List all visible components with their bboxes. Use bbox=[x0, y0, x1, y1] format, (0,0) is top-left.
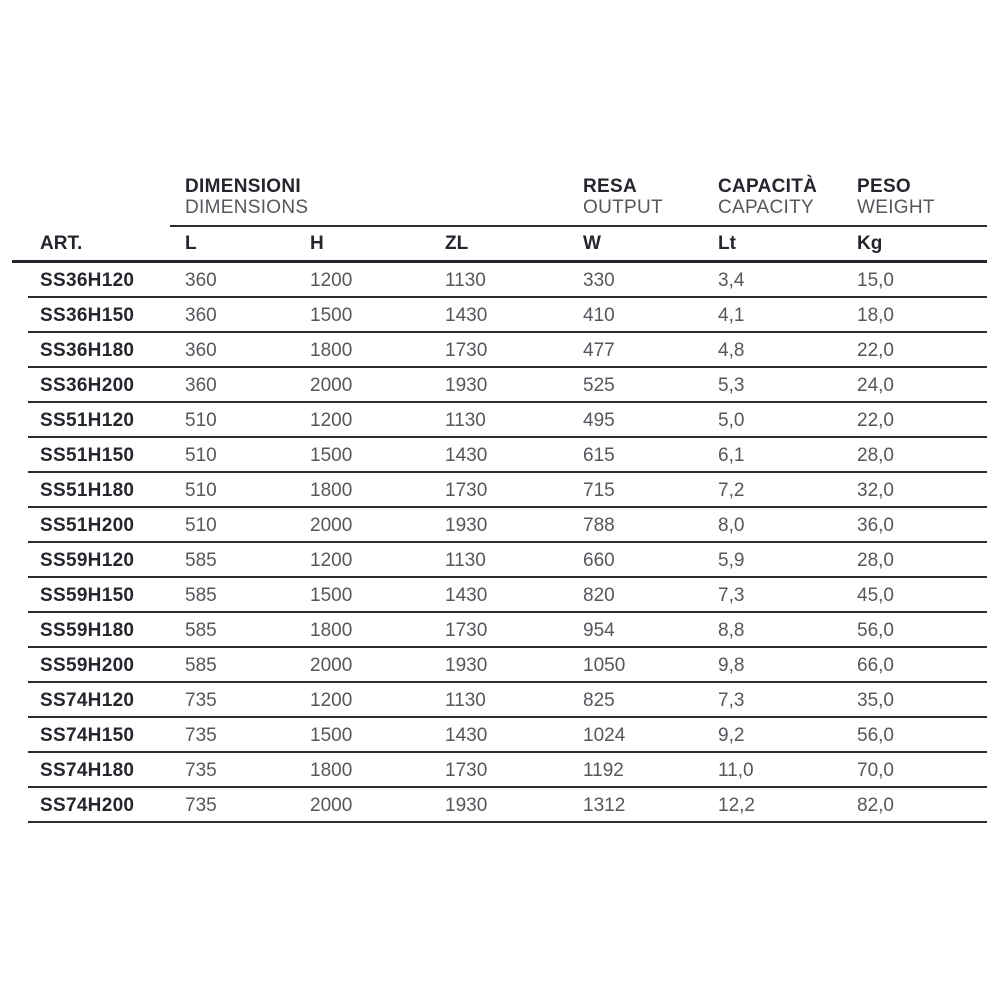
article-code: SS74H120 bbox=[40, 689, 135, 711]
value-zl: 1430 bbox=[445, 584, 488, 606]
value-w: 615 bbox=[583, 444, 615, 466]
value-lt: 12,2 bbox=[718, 794, 755, 816]
value-zl: 1730 bbox=[445, 759, 488, 781]
table-row bbox=[12, 613, 987, 648]
article-code: SS59H180 bbox=[40, 619, 135, 641]
table-row bbox=[12, 263, 987, 298]
group-label-weight: WEIGHT bbox=[857, 197, 935, 218]
value-zl: 1130 bbox=[445, 409, 486, 431]
column-header-w: W bbox=[583, 232, 601, 254]
value-l: 585 bbox=[185, 549, 217, 571]
value-h: 2000 bbox=[310, 654, 353, 676]
article-code: SS59H200 bbox=[40, 654, 135, 676]
table-row bbox=[12, 298, 987, 333]
article-code: SS74H200 bbox=[40, 794, 135, 816]
value-l: 510 bbox=[185, 479, 217, 501]
group-header-capacity bbox=[718, 176, 857, 227]
table-row bbox=[12, 403, 987, 438]
table-row bbox=[12, 788, 987, 823]
value-l: 360 bbox=[185, 339, 217, 361]
column-header-h: H bbox=[310, 232, 324, 254]
value-l: 510 bbox=[185, 409, 217, 431]
value-lt: 4,8 bbox=[718, 339, 745, 361]
value-l: 735 bbox=[185, 724, 217, 746]
value-kg: 32,0 bbox=[857, 479, 894, 501]
value-l: 510 bbox=[185, 514, 217, 536]
value-zl: 1730 bbox=[445, 339, 488, 361]
value-lt: 9,8 bbox=[718, 654, 745, 676]
value-l: 585 bbox=[185, 619, 217, 641]
value-lt: 8,8 bbox=[718, 619, 745, 641]
column-header-lt: Lt bbox=[718, 232, 736, 254]
value-kg: 56,0 bbox=[857, 724, 894, 746]
value-lt: 4,1 bbox=[718, 304, 745, 326]
table-row bbox=[12, 683, 987, 718]
value-zl: 1930 bbox=[445, 654, 488, 676]
article-code: SS36H180 bbox=[40, 339, 135, 361]
value-w: 477 bbox=[583, 339, 615, 361]
group-header-weight bbox=[857, 176, 987, 227]
value-kg: 36,0 bbox=[857, 514, 894, 536]
value-h: 1200 bbox=[310, 409, 353, 431]
value-zl: 1430 bbox=[445, 724, 488, 746]
value-h: 1800 bbox=[310, 339, 353, 361]
value-w: 525 bbox=[583, 374, 615, 396]
table-row bbox=[12, 578, 987, 613]
article-code: SS51H180 bbox=[40, 479, 135, 501]
value-lt: 6,1 bbox=[718, 444, 745, 466]
group-label-dimensions: DIMENSIONS bbox=[185, 197, 309, 218]
table-row bbox=[12, 508, 987, 543]
value-w: 1050 bbox=[583, 654, 626, 676]
table-row bbox=[12, 438, 987, 473]
value-lt: 7,3 bbox=[718, 584, 745, 606]
value-w: 825 bbox=[583, 689, 615, 711]
value-w: 788 bbox=[583, 514, 615, 536]
value-lt: 9,2 bbox=[718, 724, 745, 746]
value-w: 410 bbox=[583, 304, 615, 326]
value-kg: 28,0 bbox=[857, 549, 894, 571]
value-lt: 7,3 bbox=[718, 689, 745, 711]
value-l: 510 bbox=[185, 444, 217, 466]
column-header-l: L bbox=[185, 232, 197, 254]
table-row bbox=[12, 718, 987, 753]
value-h: 2000 bbox=[310, 514, 353, 536]
column-header-art: ART. bbox=[40, 232, 83, 254]
value-w: 820 bbox=[583, 584, 615, 606]
value-h: 1500 bbox=[310, 724, 353, 746]
value-h: 2000 bbox=[310, 374, 353, 396]
value-l: 585 bbox=[185, 584, 217, 606]
value-zl: 1430 bbox=[445, 444, 488, 466]
value-lt: 7,2 bbox=[718, 479, 745, 501]
group-label-capacita: CAPACITÀ bbox=[718, 176, 818, 197]
article-code: SS59H150 bbox=[40, 584, 135, 606]
value-zl: 1730 bbox=[445, 619, 488, 641]
value-kg: 45,0 bbox=[857, 584, 894, 606]
group-label-output: OUTPUT bbox=[583, 197, 663, 218]
value-kg: 56,0 bbox=[857, 619, 894, 641]
value-w: 1312 bbox=[583, 794, 626, 816]
table-row bbox=[12, 648, 987, 683]
value-kg: 22,0 bbox=[857, 339, 894, 361]
value-kg: 22,0 bbox=[857, 409, 894, 431]
table-row bbox=[12, 473, 987, 508]
value-w: 954 bbox=[583, 619, 615, 641]
value-h: 1800 bbox=[310, 619, 353, 641]
value-kg: 66,0 bbox=[857, 654, 894, 676]
value-zl: 1930 bbox=[445, 514, 488, 536]
table-row bbox=[12, 368, 987, 403]
group-header-dimensions bbox=[185, 176, 583, 227]
column-header-kg: Kg bbox=[857, 232, 883, 254]
article-code: SS74H150 bbox=[40, 724, 135, 746]
value-kg: 15,0 bbox=[857, 269, 894, 291]
value-lt: 8,0 bbox=[718, 514, 745, 536]
value-w: 495 bbox=[583, 409, 615, 431]
value-l: 360 bbox=[185, 304, 217, 326]
value-kg: 70,0 bbox=[857, 759, 894, 781]
article-code: SS59H120 bbox=[40, 549, 135, 571]
article-code: SS36H150 bbox=[40, 304, 135, 326]
value-w: 330 bbox=[583, 269, 615, 291]
value-h: 1200 bbox=[310, 549, 353, 571]
value-h: 2000 bbox=[310, 794, 353, 816]
value-w: 715 bbox=[583, 479, 615, 501]
value-kg: 24,0 bbox=[857, 374, 894, 396]
column-header-row bbox=[12, 227, 987, 263]
value-l: 735 bbox=[185, 759, 217, 781]
article-code: SS51H120 bbox=[40, 409, 135, 431]
value-l: 735 bbox=[185, 689, 217, 711]
group-label-dimensioni: DIMENSIONI bbox=[185, 176, 301, 197]
value-zl: 1730 bbox=[445, 479, 488, 501]
value-kg: 18,0 bbox=[857, 304, 894, 326]
table-row bbox=[12, 753, 987, 788]
group-header-row bbox=[12, 174, 987, 227]
value-h: 1500 bbox=[310, 444, 353, 466]
value-l: 360 bbox=[185, 269, 217, 291]
group-header-output bbox=[583, 176, 718, 227]
value-lt: 3,4 bbox=[718, 269, 745, 291]
value-l: 585 bbox=[185, 654, 217, 676]
column-header-zl: ZL bbox=[445, 232, 469, 254]
value-w: 660 bbox=[583, 549, 615, 571]
value-lt: 11,0 bbox=[718, 759, 754, 781]
value-zl: 1130 bbox=[445, 269, 486, 291]
article-code: SS51H150 bbox=[40, 444, 135, 466]
value-kg: 35,0 bbox=[857, 689, 894, 711]
value-zl: 1930 bbox=[445, 374, 488, 396]
value-h: 1500 bbox=[310, 304, 353, 326]
value-h: 1200 bbox=[310, 689, 353, 711]
group-label-resa: RESA bbox=[583, 176, 637, 197]
value-w: 1192 bbox=[583, 759, 624, 781]
group-label-peso: PESO bbox=[857, 176, 911, 197]
value-kg: 82,0 bbox=[857, 794, 894, 816]
value-lt: 5,9 bbox=[718, 549, 745, 571]
product-spec-table bbox=[12, 174, 987, 823]
value-zl: 1930 bbox=[445, 794, 488, 816]
article-code: SS74H180 bbox=[40, 759, 135, 781]
value-h: 1500 bbox=[310, 584, 353, 606]
value-h: 1800 bbox=[310, 479, 353, 501]
table-row bbox=[12, 333, 987, 368]
value-zl: 1130 bbox=[445, 689, 486, 711]
value-lt: 5,0 bbox=[718, 409, 745, 431]
value-l: 360 bbox=[185, 374, 217, 396]
value-zl: 1130 bbox=[445, 549, 486, 571]
group-label-capacity: CAPACITY bbox=[718, 197, 815, 218]
value-h: 1200 bbox=[310, 269, 353, 291]
table-body bbox=[12, 263, 987, 823]
value-h: 1800 bbox=[310, 759, 353, 781]
article-code: SS51H200 bbox=[40, 514, 135, 536]
value-w: 1024 bbox=[583, 724, 626, 746]
value-kg: 28,0 bbox=[857, 444, 894, 466]
value-zl: 1430 bbox=[445, 304, 488, 326]
article-code: SS36H120 bbox=[40, 269, 135, 291]
table-row bbox=[12, 543, 987, 578]
article-code: SS36H200 bbox=[40, 374, 135, 396]
value-lt: 5,3 bbox=[718, 374, 745, 396]
value-l: 735 bbox=[185, 794, 217, 816]
